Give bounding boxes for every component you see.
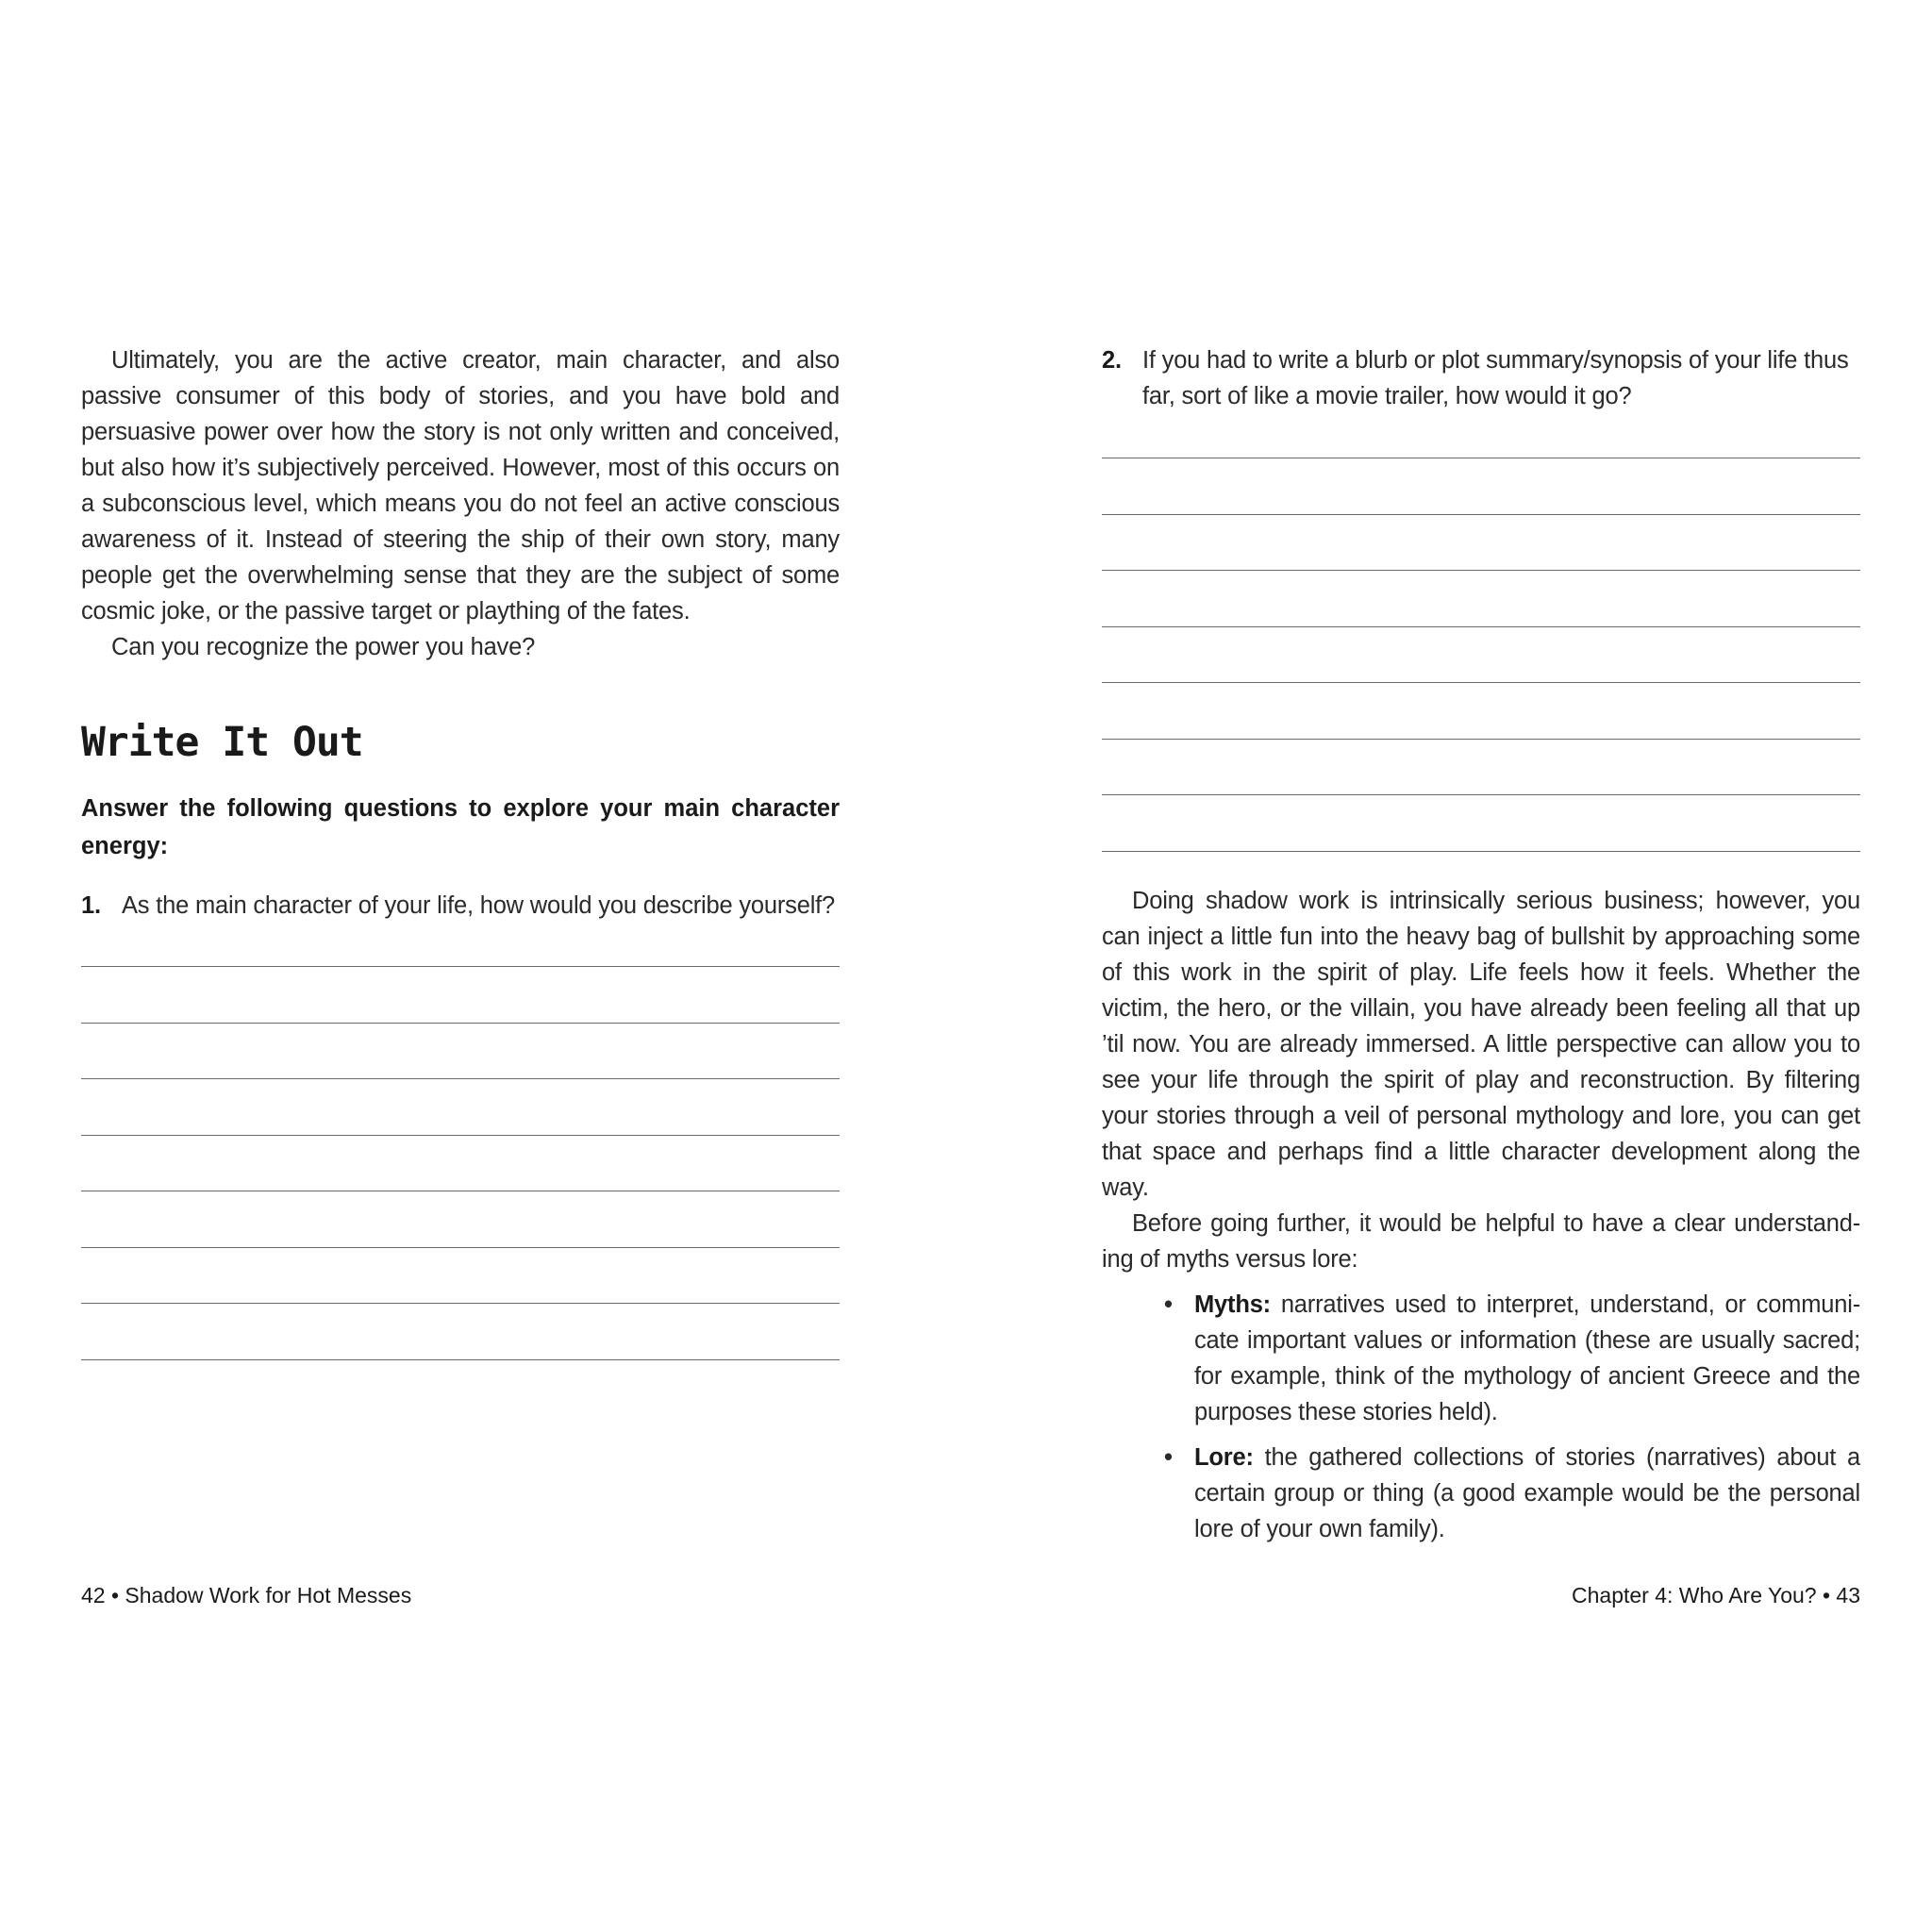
right-paragraph-1: Doing shadow work is intrinsically serious business; however, you can inject a little fun into the heavy bag of bullshit by approaching some of this work in the spirit of play. Life feels how it feels. Whether the victim, the hero, or the villain, you have already been feeling all that up ’til now. You are already immersed. A little perspective can allow you to see your life through the spirit of play and reconstruction. By filtering your stories through a veil of personal mythology and lore, you can get that space and perhaps find a little character development along the way. <box>1102 888 1860 1201</box>
answer-line[interactable] <box>1102 851 1860 852</box>
question-2 <box>1102 342 1860 414</box>
answer-line[interactable] <box>1102 682 1860 683</box>
answer-line[interactable] <box>1102 739 1860 740</box>
bullet-term: Lore: <box>1194 1444 1254 1471</box>
answer-line[interactable] <box>1102 794 1860 795</box>
bullet-myths <box>1102 1287 1860 1430</box>
answer-line[interactable] <box>81 1359 840 1360</box>
left-footer: 42 • Shadow Work for Hot Messes <box>81 1583 412 1607</box>
right-body-text <box>1102 883 1860 1547</box>
right-footer: Chapter 4: Who Are You? • 43 <box>1572 1583 1860 1607</box>
answer-line[interactable] <box>1102 570 1860 571</box>
bullet-icon: • <box>1164 1291 1173 1318</box>
answer-line[interactable] <box>81 966 840 967</box>
answer-line[interactable] <box>81 1303 840 1304</box>
bullet-text: the gathered collections of stories (narratives) about a certain group or thing (a good example would be the personal lore of your own family). <box>1194 1444 1860 1542</box>
answer-line[interactable] <box>81 1078 840 1079</box>
answer-line[interactable] <box>81 1247 840 1248</box>
section-heading: Write It Out <box>81 719 363 766</box>
bullet-lore <box>1102 1440 1860 1547</box>
answer-line[interactable] <box>81 1135 840 1136</box>
question-1-text: As the main character of your life, how would you describe yourself? <box>122 892 836 919</box>
answer-line[interactable] <box>81 1023 840 1024</box>
right-paragraph-2: Before going further, it would be helpful to have a clear understand-ing of myths versus lore: <box>1102 1210 1860 1273</box>
question-2-number: 2. <box>1102 347 1122 374</box>
left-paragraph-2: Can you recognize the power you have? <box>111 634 536 660</box>
bullet-term: Myths: <box>1194 1291 1271 1318</box>
answer-line[interactable] <box>1102 514 1860 515</box>
question-2-text: If you had to write a blurb or plot summary/synopsis of your life thus far, sort of like a movie trailer, how would it go? <box>1142 347 1849 409</box>
definitions-list <box>1102 1287 1860 1547</box>
question-1-number: 1. <box>81 892 101 919</box>
bullet-icon: • <box>1164 1444 1173 1471</box>
answer-line[interactable] <box>1102 626 1860 627</box>
left-body-text <box>81 342 840 665</box>
instructions-text: Answer the following questions to explore your main character energy: <box>81 795 840 859</box>
left-paragraph-1: Ultimately, you are the active creator, main character, and also passive consumer of this body of stories, and you have bold and persuasive power over how the story is not only written and conceived, but also how it’s subjectively perceived. However, most of this occurs on a subconscious level, which means you do not feel an active conscious awareness of it. Instead of steering the ship of their own story, many people get the overwhelming sense that they are the subject of some cosmic joke, or the passive target or plaything of the fates. <box>81 347 840 625</box>
bullet-text: narratives used to interpret, understand, or communi-cate important values or information (these are usually sacred; for example, think of the mythology of ancient Greece and the purposes these stories held). <box>1194 1291 1860 1425</box>
question-1 <box>81 888 840 924</box>
